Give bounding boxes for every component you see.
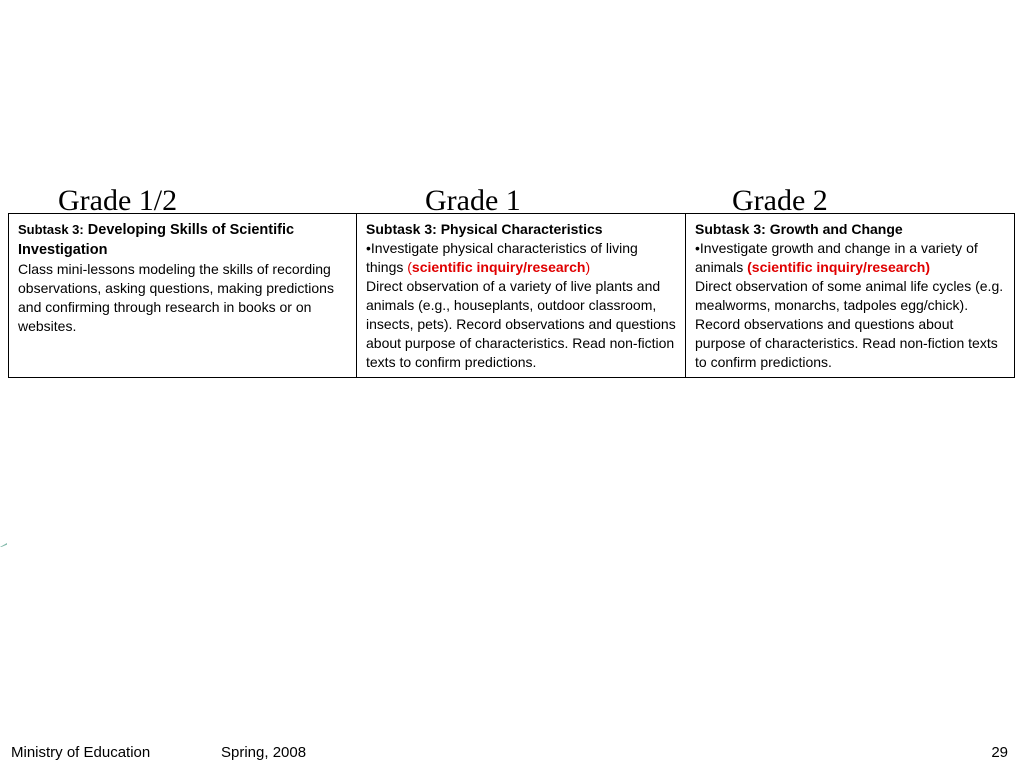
grade-1-cell — [357, 214, 686, 378]
subtask-title: Subtask 3: Growth and Change — [695, 221, 903, 237]
grade-1-2-heading: Grade 1/2 — [58, 184, 178, 217]
inquiry-label: (scientific inquiry/research) — [747, 259, 930, 275]
footer-organization: Ministry of Education — [11, 744, 151, 761]
subtask-description: Class mini-lessons modeling the skills of recording observations, asking questions, making predictions and confirming through research in books or on websites. — [18, 261, 334, 334]
grade-2-heading: Grade 2 — [732, 184, 828, 217]
inquiry-label: scientific inquiry/research — [411, 259, 586, 275]
subtask-description: Direct observation of some animal life cycles (e.g. mealworms, monarchs, tadpoles egg/chick). Record observations and questions about purpose of characteristics. Read non-fiction texts to confirm predictions. — [695, 278, 1004, 370]
subtask-prefix: Subtask 3: — [18, 222, 84, 237]
grade-1-heading: Grade 1 — [425, 184, 521, 217]
investigate-bullet — [366, 240, 638, 275]
subtask-table — [8, 213, 1015, 378]
bullet-text: •Investigate physical characteristics of living things — [366, 240, 638, 275]
bullet-text: •Investigate growth and change in a variety of animals — [695, 240, 978, 275]
footer-date: Spring, 2008 — [221, 744, 307, 761]
table-row — [9, 214, 1015, 378]
paren-close: ) — [585, 259, 591, 275]
grade-2-cell — [686, 214, 1015, 378]
subtask-description: Direct observation of a variety of live plants and animals (e.g., houseplants, outdoor classroom, insects, pets). Record observations and questions about purpose of characteristics. Read non-fiction texts to confirm predictions. — [366, 278, 676, 370]
subtask-title: Developing Skills of Scientific Investigation — [18, 222, 295, 258]
subtask-title: Subtask 3: Physical Characteristics — [366, 221, 603, 237]
investigate-bullet — [695, 240, 978, 275]
grade-1-2-cell — [9, 214, 357, 378]
decorative-mark — [0, 543, 7, 547]
page-number: 29 — [991, 744, 1008, 761]
paren-open: ( — [407, 259, 412, 275]
